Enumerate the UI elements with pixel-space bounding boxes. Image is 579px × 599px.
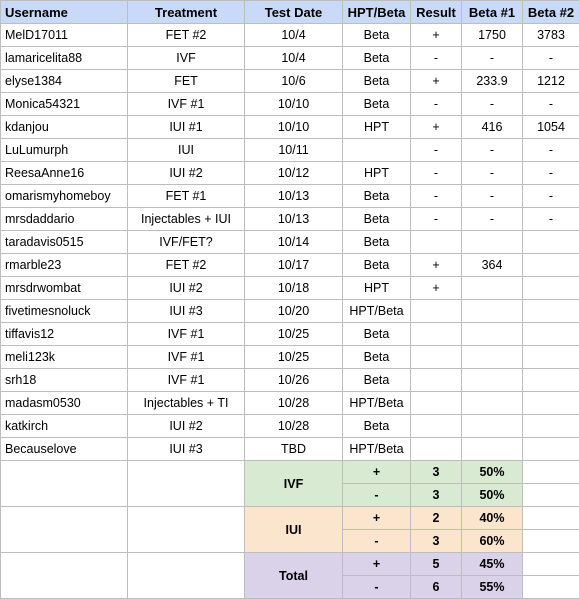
cell-test-date[interactable]: 10/4	[245, 24, 343, 47]
cell-beta1[interactable]	[462, 392, 523, 415]
cell-result[interactable]: -	[411, 47, 462, 70]
cell-hpt-beta[interactable]: HPT	[343, 277, 411, 300]
cell-username[interactable]: mrsdaddario	[1, 208, 128, 231]
header-treatment[interactable]: Treatment	[128, 1, 245, 24]
summary-empty[interactable]	[1, 553, 128, 599]
summary-sign[interactable]: +	[343, 553, 411, 576]
summary-empty[interactable]	[523, 507, 579, 530]
cell-username[interactable]: ReesaAnne16	[1, 162, 128, 185]
cell-beta2[interactable]: -	[523, 93, 579, 116]
cell-username[interactable]: MelD17011	[1, 24, 128, 47]
summary-empty[interactable]	[523, 553, 579, 576]
cell-treatment[interactable]: FET	[128, 70, 245, 93]
cell-hpt-beta[interactable]: Beta	[343, 369, 411, 392]
cell-hpt-beta[interactable]: Beta	[343, 231, 411, 254]
cell-beta2[interactable]: 1054	[523, 116, 579, 139]
summary-empty[interactable]	[523, 530, 579, 553]
cell-result[interactable]: -	[411, 139, 462, 162]
cell-beta2[interactable]	[523, 323, 579, 346]
cell-test-date[interactable]: 10/28	[245, 392, 343, 415]
summary-count[interactable]: 3	[411, 530, 462, 553]
cell-result[interactable]: +	[411, 24, 462, 47]
cell-beta1[interactable]: -	[462, 139, 523, 162]
cell-treatment[interactable]: FET #2	[128, 254, 245, 277]
cell-hpt-beta[interactable]: HPT/Beta	[343, 438, 411, 461]
cell-username[interactable]: Becauselove	[1, 438, 128, 461]
cell-treatment[interactable]: IVF #1	[128, 369, 245, 392]
cell-hpt-beta[interactable]	[343, 139, 411, 162]
summary-count[interactable]: 5	[411, 553, 462, 576]
cell-username[interactable]: lamaricelita88	[1, 47, 128, 70]
cell-result[interactable]	[411, 346, 462, 369]
cell-hpt-beta[interactable]: Beta	[343, 93, 411, 116]
cell-beta2[interactable]: 3783	[523, 24, 579, 47]
cell-result[interactable]	[411, 231, 462, 254]
summary-empty[interactable]	[523, 576, 579, 599]
summary-count[interactable]: 3	[411, 461, 462, 484]
cell-test-date[interactable]: 10/4	[245, 47, 343, 70]
summary-percent[interactable]: 50%	[462, 461, 523, 484]
cell-beta2[interactable]: -	[523, 208, 579, 231]
cell-result[interactable]	[411, 323, 462, 346]
cell-username[interactable]: kdanjou	[1, 116, 128, 139]
summary-group-ivf[interactable]: IVF	[245, 461, 343, 507]
cell-beta1[interactable]	[462, 346, 523, 369]
cell-username[interactable]: Monica54321	[1, 93, 128, 116]
summary-empty[interactable]	[128, 507, 245, 553]
cell-beta2[interactable]: -	[523, 47, 579, 70]
summary-empty[interactable]	[1, 507, 128, 553]
summary-group-iui[interactable]: IUI	[245, 507, 343, 553]
cell-hpt-beta[interactable]: Beta	[343, 185, 411, 208]
cell-username[interactable]: srh18	[1, 369, 128, 392]
cell-beta2[interactable]	[523, 231, 579, 254]
cell-test-date[interactable]: 10/25	[245, 323, 343, 346]
cell-hpt-beta[interactable]: Beta	[343, 24, 411, 47]
cell-test-date[interactable]: 10/17	[245, 254, 343, 277]
cell-beta1[interactable]	[462, 438, 523, 461]
summary-sign[interactable]: -	[343, 484, 411, 507]
summary-percent[interactable]: 55%	[462, 576, 523, 599]
cell-result[interactable]: +	[411, 70, 462, 93]
summary-sign[interactable]: +	[343, 461, 411, 484]
cell-treatment[interactable]: IUI #2	[128, 277, 245, 300]
cell-test-date[interactable]: 10/13	[245, 208, 343, 231]
cell-beta1[interactable]: -	[462, 47, 523, 70]
summary-percent[interactable]: 45%	[462, 553, 523, 576]
cell-treatment[interactable]: IUI #1	[128, 116, 245, 139]
cell-treatment[interactable]: Injectables + TI	[128, 392, 245, 415]
cell-test-date[interactable]: 10/20	[245, 300, 343, 323]
cell-beta2[interactable]: -	[523, 185, 579, 208]
cell-username[interactable]: meli123k	[1, 346, 128, 369]
cell-treatment[interactable]: IUI #3	[128, 300, 245, 323]
cell-hpt-beta[interactable]: Beta	[343, 70, 411, 93]
cell-username[interactable]: rmarble23	[1, 254, 128, 277]
cell-hpt-beta[interactable]: Beta	[343, 323, 411, 346]
cell-beta1[interactable]	[462, 300, 523, 323]
cell-test-date[interactable]: 10/25	[245, 346, 343, 369]
cell-treatment[interactable]: IVF/FET?	[128, 231, 245, 254]
cell-result[interactable]: -	[411, 93, 462, 116]
cell-test-date[interactable]: 10/18	[245, 277, 343, 300]
cell-beta1[interactable]: 233.9	[462, 70, 523, 93]
header-beta1[interactable]: Beta #1	[462, 1, 523, 24]
summary-percent[interactable]: 40%	[462, 507, 523, 530]
cell-beta2[interactable]: 1212	[523, 70, 579, 93]
summary-sign[interactable]: -	[343, 530, 411, 553]
cell-beta2[interactable]	[523, 415, 579, 438]
header-beta2[interactable]: Beta #2	[523, 1, 579, 24]
cell-result[interactable]	[411, 415, 462, 438]
header-username[interactable]: Username	[1, 1, 128, 24]
cell-result[interactable]: -	[411, 185, 462, 208]
cell-test-date[interactable]: 10/26	[245, 369, 343, 392]
summary-count[interactable]: 2	[411, 507, 462, 530]
cell-treatment[interactable]: IVF #1	[128, 93, 245, 116]
cell-hpt-beta[interactable]: HPT/Beta	[343, 300, 411, 323]
header-result[interactable]: Result	[411, 1, 462, 24]
cell-hpt-beta[interactable]: HPT	[343, 162, 411, 185]
cell-treatment[interactable]: FET #1	[128, 185, 245, 208]
summary-empty[interactable]	[128, 553, 245, 599]
cell-beta1[interactable]: 364	[462, 254, 523, 277]
header-hpt-beta[interactable]: HPT/Beta	[343, 1, 411, 24]
cell-beta2[interactable]: -	[523, 139, 579, 162]
cell-hpt-beta[interactable]: HPT	[343, 116, 411, 139]
cell-beta1[interactable]: -	[462, 208, 523, 231]
cell-test-date[interactable]: 10/14	[245, 231, 343, 254]
cell-beta1[interactable]	[462, 369, 523, 392]
cell-beta2[interactable]	[523, 369, 579, 392]
summary-sign[interactable]: -	[343, 576, 411, 599]
cell-treatment[interactable]: IUI #3	[128, 438, 245, 461]
cell-hpt-beta[interactable]: Beta	[343, 254, 411, 277]
cell-result[interactable]: -	[411, 162, 462, 185]
cell-treatment[interactable]: Injectables + IUI	[128, 208, 245, 231]
summary-empty[interactable]	[523, 484, 579, 507]
summary-percent[interactable]: 50%	[462, 484, 523, 507]
cell-username[interactable]: elyse1384	[1, 70, 128, 93]
cell-result[interactable]	[411, 438, 462, 461]
cell-beta2[interactable]	[523, 277, 579, 300]
cell-username[interactable]: mrsdrwombat	[1, 277, 128, 300]
cell-beta1[interactable]: -	[462, 185, 523, 208]
cell-beta1[interactable]: -	[462, 162, 523, 185]
cell-username[interactable]: tiffavis12	[1, 323, 128, 346]
cell-treatment[interactable]: IVF #1	[128, 323, 245, 346]
cell-hpt-beta[interactable]: Beta	[343, 208, 411, 231]
cell-beta2[interactable]	[523, 346, 579, 369]
cell-beta1[interactable]	[462, 323, 523, 346]
cell-beta1[interactable]: 1750	[462, 24, 523, 47]
cell-beta1[interactable]	[462, 231, 523, 254]
cell-beta2[interactable]: -	[523, 162, 579, 185]
cell-hpt-beta[interactable]: Beta	[343, 47, 411, 70]
cell-test-date[interactable]: 10/11	[245, 139, 343, 162]
cell-result[interactable]: +	[411, 277, 462, 300]
cell-treatment[interactable]: IUI #2	[128, 162, 245, 185]
summary-count[interactable]: 3	[411, 484, 462, 507]
summary-empty[interactable]	[1, 461, 128, 507]
cell-treatment[interactable]: IUI	[128, 139, 245, 162]
cell-result[interactable]: -	[411, 208, 462, 231]
cell-result[interactable]	[411, 392, 462, 415]
header-test-date[interactable]: Test Date	[245, 1, 343, 24]
cell-beta1[interactable]: 416	[462, 116, 523, 139]
cell-username[interactable]: katkirch	[1, 415, 128, 438]
summary-sign[interactable]: +	[343, 507, 411, 530]
cell-beta1[interactable]	[462, 277, 523, 300]
cell-treatment[interactable]: FET #2	[128, 24, 245, 47]
cell-result[interactable]	[411, 369, 462, 392]
cell-test-date[interactable]: 10/6	[245, 70, 343, 93]
cell-beta2[interactable]	[523, 300, 579, 323]
cell-treatment[interactable]: IVF	[128, 47, 245, 70]
cell-test-date[interactable]: 10/13	[245, 185, 343, 208]
cell-username[interactable]: omarismyhomeboy	[1, 185, 128, 208]
summary-empty[interactable]	[523, 461, 579, 484]
cell-test-date[interactable]: TBD	[245, 438, 343, 461]
cell-username[interactable]: taradavis0515	[1, 231, 128, 254]
summary-group-total[interactable]: Total	[245, 553, 343, 599]
cell-hpt-beta[interactable]: HPT/Beta	[343, 392, 411, 415]
cell-hpt-beta[interactable]: Beta	[343, 415, 411, 438]
cell-result[interactable]	[411, 300, 462, 323]
cell-test-date[interactable]: 10/10	[245, 93, 343, 116]
cell-username[interactable]: fivetimesnoluck	[1, 300, 128, 323]
cell-beta2[interactable]	[523, 438, 579, 461]
cell-hpt-beta[interactable]: Beta	[343, 346, 411, 369]
cell-beta1[interactable]	[462, 415, 523, 438]
summary-count[interactable]: 6	[411, 576, 462, 599]
cell-username[interactable]: LuLumurph	[1, 139, 128, 162]
cell-treatment[interactable]: IVF #1	[128, 346, 245, 369]
cell-result[interactable]: +	[411, 116, 462, 139]
summary-empty[interactable]	[128, 461, 245, 507]
cell-beta1[interactable]: -	[462, 93, 523, 116]
cell-test-date[interactable]: 10/28	[245, 415, 343, 438]
cell-test-date[interactable]: 10/12	[245, 162, 343, 185]
cell-test-date[interactable]: 10/10	[245, 116, 343, 139]
cell-beta2[interactable]	[523, 254, 579, 277]
cell-username[interactable]: madasm0530	[1, 392, 128, 415]
summary-percent[interactable]: 60%	[462, 530, 523, 553]
cell-treatment[interactable]: IUI #2	[128, 415, 245, 438]
cell-result[interactable]: +	[411, 254, 462, 277]
cell-beta2[interactable]	[523, 392, 579, 415]
